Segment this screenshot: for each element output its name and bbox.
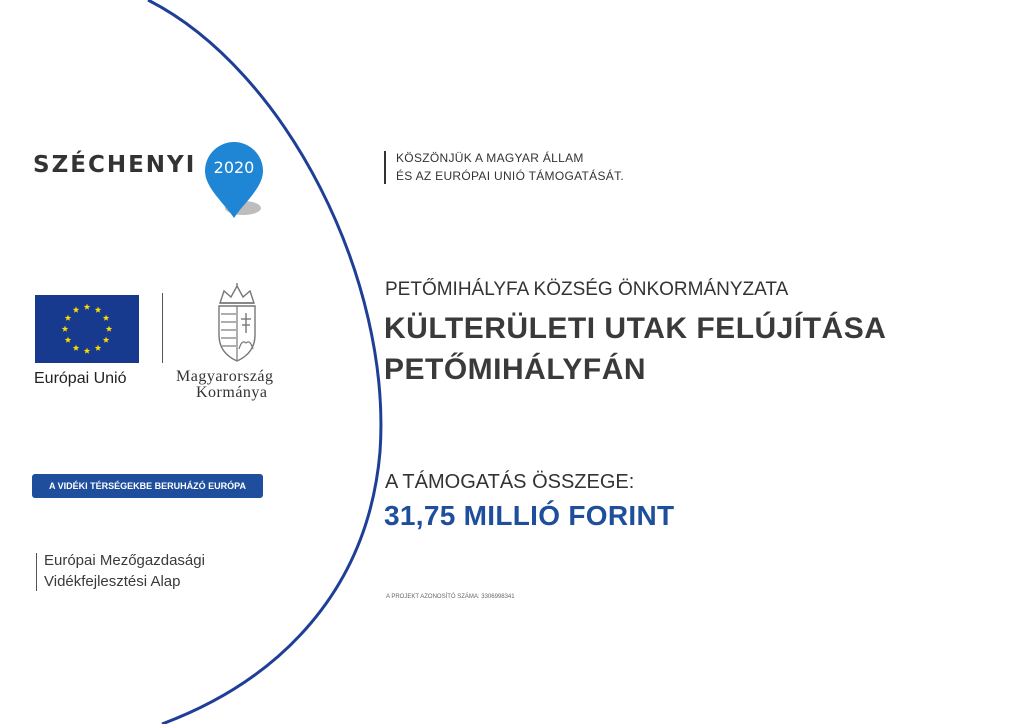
eu-stars-icon <box>35 295 139 363</box>
project-title-line-1: KÜLTERÜLETI UTAK FELÚJÍTÁSA <box>384 312 887 345</box>
eu-star <box>103 315 109 321</box>
eu-flag <box>35 295 139 363</box>
szechenyi-pin-logo <box>203 140 265 227</box>
fund-divider <box>36 553 37 591</box>
eu-star <box>65 315 71 321</box>
eu-star <box>106 326 112 332</box>
eu-label: Európai Unió <box>34 370 127 387</box>
eu-star <box>84 304 90 310</box>
eu-star <box>65 337 71 343</box>
government-line-2: Kormánya <box>196 384 268 401</box>
eu-star <box>84 348 90 354</box>
fund-line-1: Európai Mezőgazdasági <box>44 552 205 569</box>
project-id: A PROJEKT AZONOSÍTÓ SZÁMA: 3306998341 <box>386 594 515 600</box>
fund-line-2: Vidékfejlesztési Alap <box>44 573 181 590</box>
eu-star <box>103 337 109 343</box>
eu-star <box>73 307 79 313</box>
support-amount-label: A TÁMOGATÁS ÖSSZEGE: <box>385 471 635 493</box>
beneficiary-name: PETŐMIHÁLYFA KÖZSÉG ÖNKORMÁNYZATA <box>385 279 789 300</box>
coat-of-arms-icon <box>212 283 262 368</box>
rural-europe-banner: A VIDÉKI TÉRSÉGEKBE BERUHÁZÓ EURÓPA <box>32 474 263 498</box>
eu-star <box>62 326 68 332</box>
thanks-divider <box>384 151 386 184</box>
logo-divider <box>162 293 163 363</box>
szechenyi-wordmark: SZÉCHENYI <box>33 152 197 178</box>
location-pin-icon <box>203 140 265 222</box>
eu-star <box>73 345 79 351</box>
thanks-line-2: ÉS AZ EURÓPAI UNIÓ TÁMOGATÁSÁT. <box>396 169 625 183</box>
thanks-line-1: KÖSZÖNJÜK A MAGYAR ÁLLAM <box>396 151 584 165</box>
government-line-1: Magyarország <box>176 368 274 385</box>
support-amount: 31,75 MILLIÓ FORINT <box>384 500 675 531</box>
eu-star <box>95 307 101 313</box>
eu-star <box>95 345 101 351</box>
szechenyi-year: 2020 <box>213 158 255 177</box>
project-title-line-2: PETŐMIHÁLYFÁN <box>384 353 647 386</box>
